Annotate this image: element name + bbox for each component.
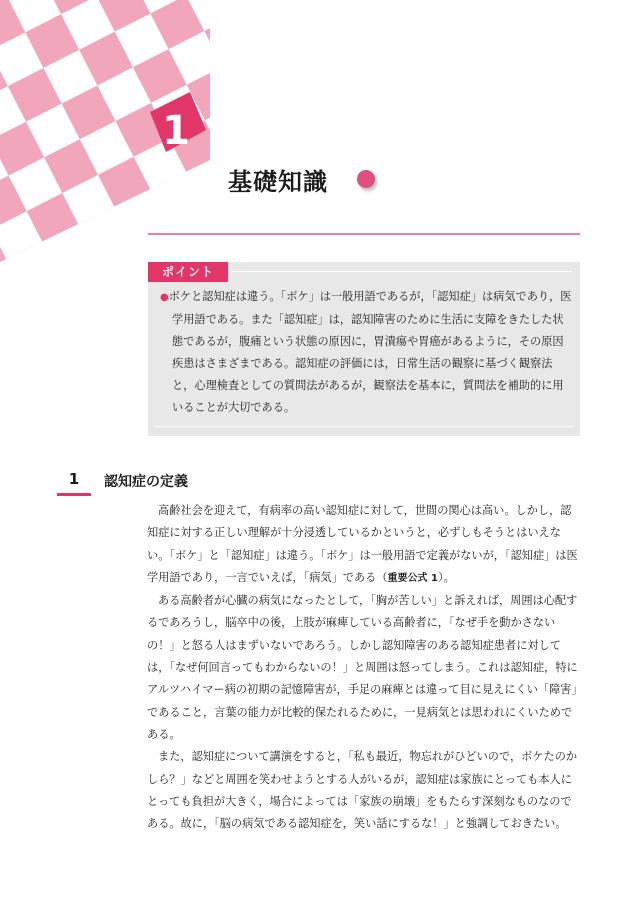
point-label: ポイント (148, 262, 228, 282)
section-title: 認知症の定義 (104, 474, 188, 490)
chapter-title: 基礎知識 (228, 168, 328, 196)
body-text (147, 500, 580, 835)
formula-reference: 重要公式 1 (387, 572, 438, 584)
point-divider-top (232, 271, 572, 272)
circle-bullet-icon: ● (160, 292, 169, 303)
point-divider-bottom (154, 426, 574, 427)
body-paragraph-3: また，認知症について講演をすると，「私も最近，物忘れがひどいので，ボケたのかしら？」などと周囲を笑わせようとする人がいるが，認知症は家族にとっても本人にとっても負担が大きく，場合によっては「家族の崩壊」をもたらす深刻なものなのである。故に，「脳の病気である認知症を，笑い話にするな！」と強調しておきたい。 (147, 750, 578, 831)
section-number: 1 (68, 470, 80, 488)
checker-pattern-decoration (0, 0, 240, 270)
point-box (148, 262, 580, 436)
body-paragraph-1: 高齢社会を迎えて，有病率の高い認知症に対して，世間の関心は高い。しかし，認知症に対する正しい理解が十分浸透しているかというと，必ずしもそうとはいえない。「ボケ」と「認知症」は違う。「ボケ」は一般用語で定義がないが，「認知症」は医学用語であり，一言でいえば，「病気」である（重要公式 1）。 (147, 504, 578, 584)
point-text: ボケと認知症は違う。「ボケ」は一般用語であるが，「認知症」は病気であり，医学用語である。また「認知症」は，認知障害のために生活に支障をきたした状態であるが，腹痛という状態の原因に，胃潰瘍や胃癌があるように，その原因疾患はさまざまである。認知症の評価には，日常生活の観察に基づく観察法と，心理検査としての質問法があるが，観察法を基本に，質問法を補助的に用いることが大切である。 (168, 290, 572, 414)
section-number-underline (57, 493, 91, 496)
body-paragraph-2: ある高齢者が心臓の病気になったとして，「胸が苦しい」と訴えれば，周囲は心配するであろうし，脳卒中の後，上肢が麻痺している高齢者に，「なぜ手を動かさないの！」と怒る人はまずいないであろう。しかし認知障害のある認知症患者に対しては，「なぜ何回言ってもわからないの！」と周囲は怒ってしまう。これは認知症，特にアルツハイマー病の初期の記憶障害が，手足の麻痺とは違って目に見えにくい「障害」であること，言葉の能力が比較的保たれるために，一見病気とは思われにくいためである。 (147, 594, 578, 741)
title-divider (148, 233, 580, 235)
point-text-block (160, 286, 574, 419)
chapter-number: 1 (162, 108, 190, 154)
title-dot-icon (357, 170, 375, 188)
